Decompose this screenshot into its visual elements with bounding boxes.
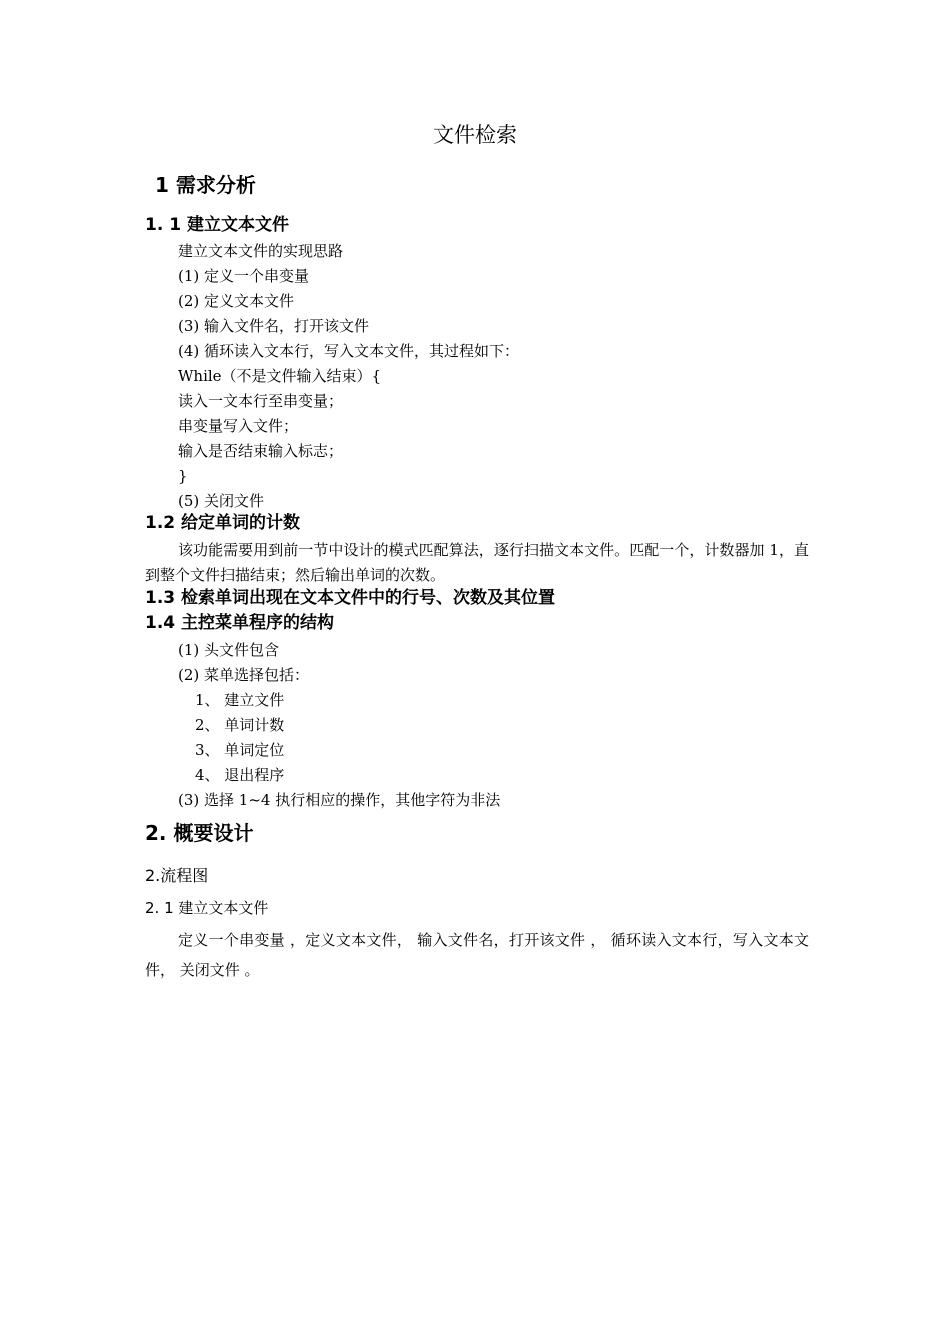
list-item: (3) 输入文件名，打开该文件 (178, 317, 370, 335)
list-item: (5) 关闭文件 (178, 492, 265, 510)
section-1-3-heading: 1.3 检索单词出现在文本文件中的行号、次数及其位置 (145, 588, 556, 608)
flowchart-heading: 2.流程图 (145, 866, 209, 885)
list-item: (1) 头文件包含 (178, 641, 280, 659)
code-line: 输入是否结束输入标志； (178, 442, 344, 460)
list-item: (1) 定义一个串变量 (178, 267, 310, 285)
list-item: (2) 定义文本文件 (178, 292, 295, 310)
sub-list-item: 3、 单词定位 (195, 741, 285, 759)
list-item: (4) 循环读入文本行，写入文本文件，其过程如下： (178, 342, 520, 360)
list-item: (3) 选择 1~4 执行相应的操作，其他字符为非法 (178, 791, 501, 809)
section-1-2-paragraph: 该功能需要用到前一节中设计的模式匹配算法，逐行扫描文本文件。匹配一个，计数器加 1，直到整个文件扫描结束；然后输出单词的次数。 (145, 541, 809, 584)
list-item: (2) 菜单选择包括： (178, 666, 310, 684)
code-line: 串变量写入文件； (178, 417, 299, 435)
sub-list-item: 2、 单词计数 (195, 716, 285, 734)
body-line: 建立文本文件的实现思路 (178, 242, 344, 260)
code-line: While（不是文件输入结束）{ (178, 367, 382, 385)
section-2-1-heading: 2. 1 建立文本文件 (145, 899, 269, 917)
section-1-heading: 1 需求分析 (155, 173, 256, 197)
section-1-1-heading: 1. 1 建立文本文件 (145, 215, 289, 235)
sub-list-item: 4、 退出程序 (195, 766, 285, 784)
code-line: 读入一文本行至串变量； (178, 392, 344, 410)
page-title: 文件检索 (433, 123, 517, 147)
section-1-4-heading: 1.4 主控菜单程序的结构 (145, 613, 335, 633)
section-2-1-paragraph: 定义一个串变量 ，定义文本文件， 输入文件名，打开该文件 ， 循环读入文本行，写入文本文件， 关闭文件 。 (145, 931, 809, 979)
section-1-2-heading: 1.2 给定单词的计数 (145, 513, 301, 533)
section-2-heading: 2. 概要设计 (145, 821, 254, 845)
sub-list-item: 1、 建立文件 (195, 691, 285, 709)
code-line: } (178, 467, 188, 485)
